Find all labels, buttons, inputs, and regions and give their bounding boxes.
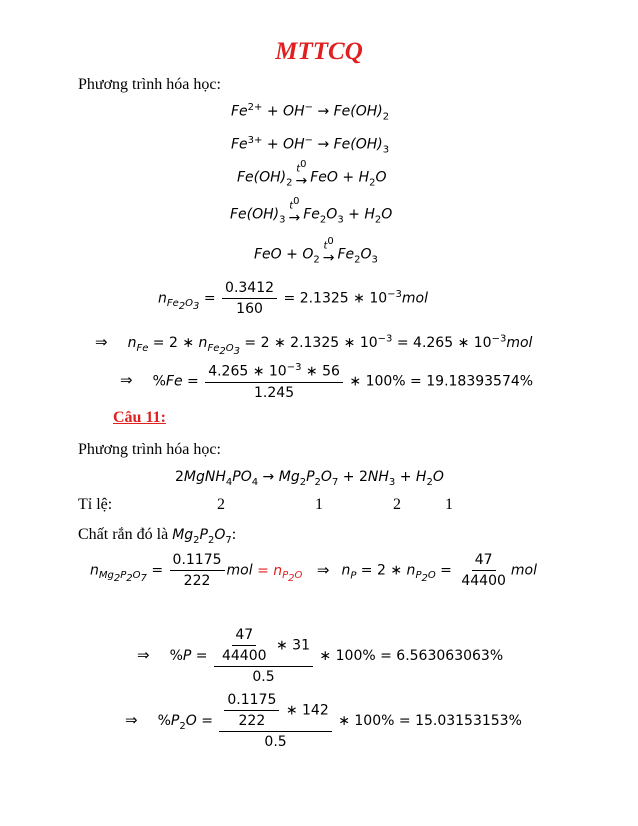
equation-2: $Fe^{3+} + OH^- \to Fe(OH)_3$ bbox=[231, 135, 390, 156]
solid-label: Chất rắn đó là bbox=[78, 526, 169, 543]
pct-p-formula: ⇒ %P = $\frac{47}{44400}$ ∗ 31 0.5 ∗ 100% = 6.563063063% bbox=[137, 627, 504, 685]
pct-fe-formula: ⇒ %Fe = $\frac{4.265 ∗ 10^{-3} ∗ 56}{1.245}$ ∗ 100% = 19.18393574% bbox=[120, 362, 534, 401]
equation-5: FeO + $O_2$ $t^0$ → $Fe_2O_3$ bbox=[254, 236, 378, 267]
n-mg2p2o7-formula: $n_{Mg_2P_2O_7}$ = $\frac{0.1175}{222}$ mol = $n_{P_2O}$ ⇒ $n_P = 2$ ∗ $n_{P_2O}$ = $\frac{47}{44400}$ mol bbox=[90, 552, 537, 589]
ratio-value: 2 bbox=[217, 496, 225, 513]
n-fe2o3-formula: $n_{Fe_2O_3}$ = $\frac{0.3412}{160}$ = 2.1325 ∗ $10^{-3}mol$ bbox=[158, 280, 428, 317]
ratio-label: Tỉ lệ: bbox=[78, 496, 113, 513]
n-fe-formula: ⇒ $n_{Fe} = 2$ ∗ $n_{Fe_2O_3} = 2$ ∗ 2.1325 ∗ $10^{-3} = 4.265$ ∗ $10^{-3}mol$ bbox=[95, 333, 533, 357]
ratio-value: 1 bbox=[315, 496, 323, 513]
intro-text-2: Phương trình hóa học: bbox=[78, 441, 221, 458]
intro-text-1: Phương trình hóa học: bbox=[78, 76, 221, 93]
cau-11-heading: Câu 11: bbox=[113, 409, 166, 426]
solid-line: Chất rắn đó là $Mg_2P_2O_7$: bbox=[78, 526, 237, 546]
equation-3: $Fe(OH)_2$ $t^0$ → FeO + $H_2O$ bbox=[237, 159, 387, 190]
page-title: MTTCQ bbox=[275, 38, 363, 65]
ratio-value: 1 bbox=[445, 496, 453, 513]
equation-4: $Fe(OH)_3$ $t^0$ → $Fe_2O_3 + H_2O$ bbox=[230, 196, 393, 227]
ratio-value: 2 bbox=[393, 496, 401, 513]
equation-mg: $2MgNH_4PO_4 \to Mg_2P_2O_7 + 2NH_3 + H_2O$ bbox=[175, 469, 444, 488]
equation-1: $Fe^{2+} + OH^- \to Fe(OH)_2$ bbox=[231, 102, 390, 123]
pct-p2o-formula: ⇒ $\%P_2O$ = $\frac{0.1175}{222}$ ∗ 142 0.5 ∗ 100% = 15.03153153% bbox=[125, 692, 522, 750]
